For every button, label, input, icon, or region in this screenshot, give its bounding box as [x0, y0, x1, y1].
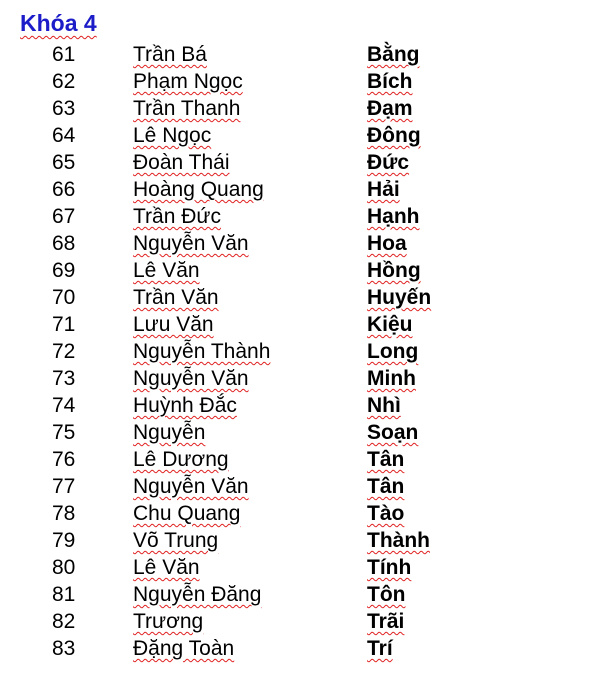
row-number: 66: [52, 178, 76, 201]
roster-row: [0, 176, 602, 203]
family-middle-name: Trần Văn: [133, 286, 219, 309]
given-name: Minh: [367, 367, 416, 390]
given-name: Hoa: [367, 232, 407, 255]
row-number: 74: [52, 394, 76, 417]
roster-row: [0, 203, 602, 230]
given-name: Đức: [367, 151, 410, 174]
roster-row: [0, 68, 602, 95]
family-middle-name: Trần Bá: [133, 43, 207, 66]
row-number: 77: [52, 475, 76, 498]
roster-row: [0, 95, 602, 122]
family-middle-name: Lưu Văn: [133, 313, 214, 336]
family-middle-name: Nguyễn Văn: [133, 367, 249, 390]
given-name: Soạn: [367, 421, 419, 444]
roster-row: [0, 608, 602, 635]
roster-row: [0, 581, 602, 608]
roster-row: [0, 311, 602, 338]
family-middle-name: Hoàng Quang: [133, 178, 264, 201]
family-middle-name: Trần Đức: [133, 205, 221, 228]
family-middle-name: Lê Văn: [133, 556, 200, 579]
given-name: Huyến: [367, 286, 432, 309]
roster-row: [0, 635, 602, 662]
row-number: 70: [52, 286, 76, 309]
given-name: Thành: [367, 529, 430, 552]
row-number: 62: [52, 70, 76, 93]
page-title: Khóa 4: [20, 10, 97, 36]
roster-row: [0, 338, 602, 365]
roster-row: [0, 554, 602, 581]
family-middle-name: Đặng Toàn: [133, 637, 235, 660]
row-number: 81: [52, 583, 76, 606]
roster-row: [0, 392, 602, 419]
family-middle-name: Nguyễn Đăng: [133, 583, 262, 606]
roster-row: [0, 446, 602, 473]
family-middle-name: Lê Dương: [133, 448, 229, 471]
row-number: 72: [52, 340, 76, 363]
family-middle-name: Nguyễn Văn: [133, 232, 249, 255]
roster-row: [0, 527, 602, 554]
family-middle-name: Phạm Ngọc: [133, 70, 243, 93]
given-name: Trãi: [367, 610, 405, 633]
roster-row: [0, 41, 602, 68]
given-name: Đông: [367, 124, 421, 147]
row-number: 69: [52, 259, 76, 282]
given-name: Hồng: [367, 259, 421, 282]
row-number: 79: [52, 529, 76, 552]
family-middle-name: Nguyễn: [133, 421, 206, 444]
family-middle-name: Lê Văn: [133, 259, 200, 282]
row-number: 67: [52, 205, 76, 228]
given-name: Bằng: [367, 43, 420, 66]
row-number: 73: [52, 367, 76, 390]
given-name: Long: [367, 340, 419, 363]
roster-row: [0, 500, 602, 527]
roster-row: [0, 149, 602, 176]
row-number: 78: [52, 502, 76, 525]
family-middle-name: Trần Thanh: [133, 97, 241, 120]
roster-row: [0, 365, 602, 392]
roster-row: [0, 230, 602, 257]
family-middle-name: Nguyễn Văn: [133, 475, 249, 498]
given-name: Bích: [367, 70, 413, 93]
roster-row: [0, 284, 602, 311]
given-name: Tính: [367, 556, 412, 579]
row-number: 61: [52, 43, 76, 66]
family-middle-name: Trương: [133, 610, 204, 633]
given-name: Nhì: [367, 394, 401, 417]
row-number: 76: [52, 448, 76, 471]
family-middle-name: Võ Trung: [133, 529, 219, 552]
student-roster: [0, 41, 602, 662]
row-number: 64: [52, 124, 76, 147]
roster-row: [0, 473, 602, 500]
roster-row: [0, 419, 602, 446]
row-number: 83: [52, 637, 76, 660]
given-name: Hải: [367, 178, 400, 201]
given-name: Tôn: [367, 583, 406, 606]
row-number: 80: [52, 556, 76, 579]
given-name: Kiệu: [367, 313, 413, 336]
row-number: 82: [52, 610, 76, 633]
roster-row: [0, 257, 602, 284]
roster-row: [0, 122, 602, 149]
family-middle-name: Đoàn Thái: [133, 151, 230, 174]
given-name: Tào: [367, 502, 405, 525]
given-name: Tân: [367, 448, 405, 471]
family-middle-name: Nguyễn Thành: [133, 340, 271, 363]
family-middle-name: Huỳnh Đắc: [133, 394, 237, 417]
row-number: 63: [52, 97, 76, 120]
row-number: 75: [52, 421, 76, 444]
given-name: Đạm: [367, 97, 413, 120]
family-middle-name: Chu Quang: [133, 502, 241, 525]
given-name: Tân: [367, 475, 405, 498]
given-name: Hạnh: [367, 205, 420, 228]
row-number: 68: [52, 232, 76, 255]
row-number: 65: [52, 151, 76, 174]
given-name: Trí: [367, 637, 393, 660]
row-number: 71: [52, 313, 76, 336]
family-middle-name: Lê Ngọc: [133, 124, 212, 147]
